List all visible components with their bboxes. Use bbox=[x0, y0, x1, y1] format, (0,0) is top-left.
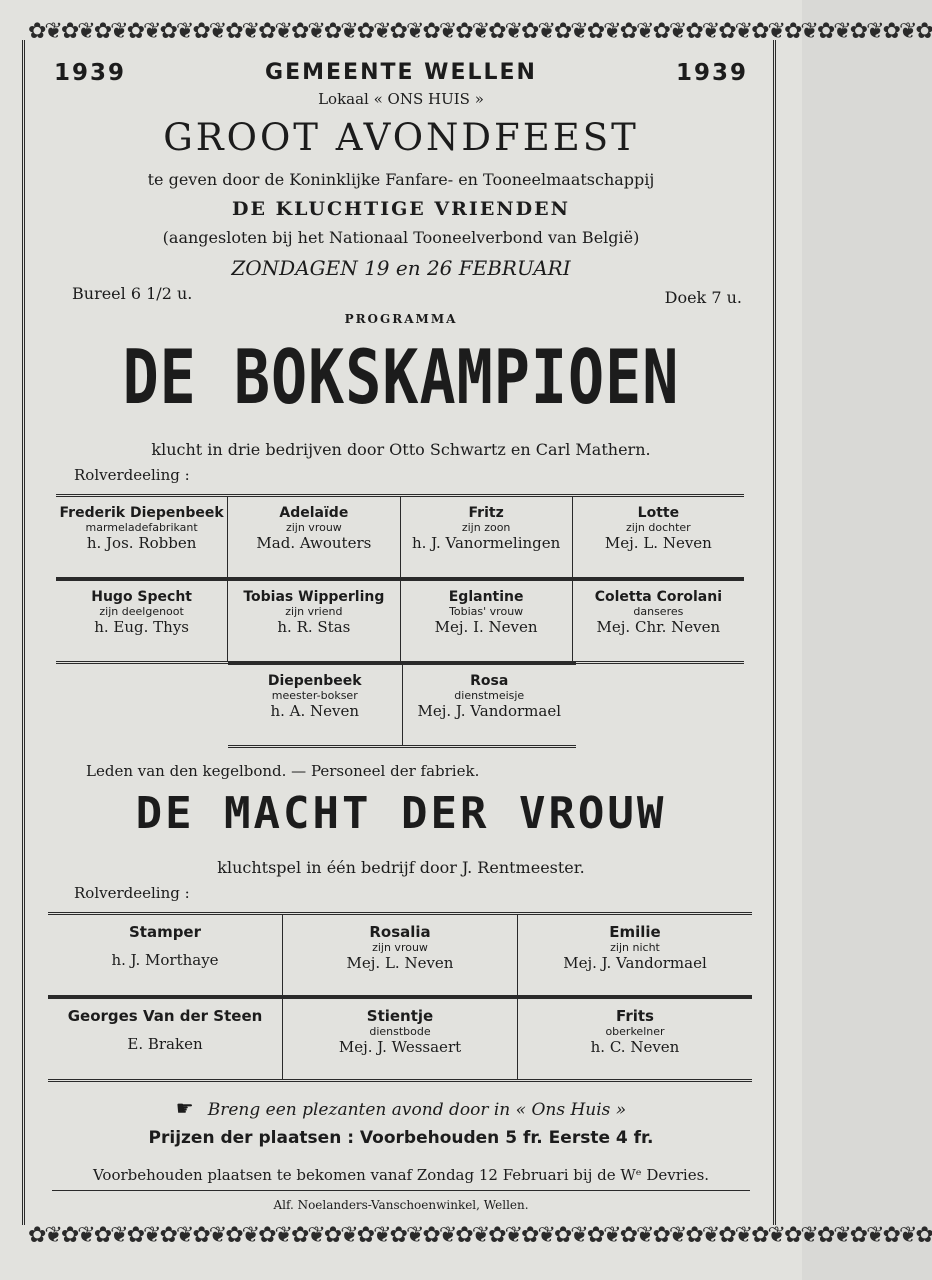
play2-cast-row-1 bbox=[48, 912, 752, 998]
organizer-name: DE KLUCHTIGE VRIENDEN bbox=[232, 198, 570, 220]
character-name: Adelaïde bbox=[279, 505, 349, 521]
character-name: Frits bbox=[616, 1007, 654, 1025]
year-left: 1939 bbox=[54, 60, 127, 86]
year-right: 1939 bbox=[675, 60, 748, 86]
character-name: Emilie bbox=[609, 923, 661, 941]
cast-cell bbox=[56, 581, 228, 661]
character-name: Stamper bbox=[128, 923, 202, 941]
cast-cell bbox=[48, 999, 283, 1079]
character-name: Rosa bbox=[470, 673, 509, 689]
character-role: zijn vrouw bbox=[285, 521, 342, 534]
play1-subtitle: klucht in drie bedrijven door Otto Schwartz en Carl Mathern. bbox=[151, 440, 651, 459]
venue-line: Lokaal « ONS HUIS » bbox=[318, 90, 484, 108]
cast-cell bbox=[403, 665, 577, 745]
character-name: Diepenbeek bbox=[267, 673, 362, 689]
cast-cell bbox=[228, 581, 400, 661]
play1-extras: Leden van den kegelbond. — Personeel der fabriek. bbox=[86, 762, 480, 780]
actor-name: h. Jos. Robben bbox=[86, 534, 197, 552]
character-role: zijn dochter bbox=[626, 521, 691, 534]
cast-cell bbox=[518, 915, 752, 995]
right-border-rule bbox=[773, 40, 780, 1225]
play2-title: DE MACHT DER VROUW bbox=[135, 788, 667, 839]
prices-line: Prijzen der plaatsen : Voorbehouden 5 fr. Eerste 4 fr. bbox=[148, 1128, 654, 1148]
cast-cell bbox=[228, 665, 403, 745]
character-role: meester-bokser bbox=[271, 689, 358, 702]
character-name: Georges Van der Steen bbox=[67, 1007, 263, 1025]
printer-credit: Alf. Noelanders-Vanschoenwinkel, Wellen. bbox=[273, 1198, 529, 1212]
actor-name: h. J. Vanormelingen bbox=[411, 534, 561, 552]
character-role: dienstmeisje bbox=[454, 689, 525, 702]
actor-name: h. A. Neven bbox=[270, 702, 360, 720]
character-role: oberkelner bbox=[605, 1025, 665, 1038]
slogan-line bbox=[42, 1096, 760, 1120]
character-name: Frederik Diepenbeek bbox=[59, 505, 224, 521]
actor-name: Mej. I. Neven bbox=[434, 618, 538, 636]
character-role: zijn vrouw bbox=[372, 941, 428, 954]
actor-name: h. Eug. Thys bbox=[94, 618, 190, 636]
character-role: dienstbode bbox=[369, 1025, 431, 1038]
play1-cast-row-2 bbox=[56, 578, 744, 664]
pointing-hand-icon: ☛ bbox=[175, 1096, 194, 1120]
play2-cast-label: Rolverdeeling : bbox=[74, 884, 190, 902]
cast-cell bbox=[518, 999, 752, 1079]
actor-name: h. C. Neven bbox=[590, 1038, 680, 1056]
character-name: Lotte bbox=[637, 505, 680, 521]
floral-border-top-icon: ✿❦✿❦✿❦✿❦✿❦✿❦✿❦✿❦✿❦✿❦✿❦✿❦✿❦✿❦✿❦✿❦✿❦✿❦✿❦✿❦✿❦✿❦✿❦✿❦✿❦✿❦✿❦✿ bbox=[28, 18, 932, 44]
event-title: GROOT AVONDFEEST bbox=[163, 116, 639, 159]
cast-cell bbox=[48, 915, 283, 995]
play2-subtitle: kluchtspel in één bedrijf door J. Rentmeester. bbox=[217, 858, 585, 877]
cast-cell bbox=[56, 497, 228, 577]
play1-cast-row-1 bbox=[56, 494, 744, 580]
character-name: Tobias Wipperling bbox=[243, 589, 385, 605]
slogan-text: Breng een plezanten avond door in « Ons Huis » bbox=[207, 1100, 627, 1120]
actor-name: Mad. Awouters bbox=[256, 534, 372, 552]
curtain-time: Doek 7 u. bbox=[664, 288, 742, 307]
cast-cell bbox=[573, 497, 744, 577]
poster-content bbox=[42, 46, 760, 1226]
actor-name: Mej. J. Wessaert bbox=[338, 1038, 462, 1056]
municipality-heading: GEMEENTE WELLEN bbox=[265, 60, 537, 85]
actor-name: Mej. J. Vandormael bbox=[417, 702, 561, 720]
bureau-time: Bureel 6 1/2 u. bbox=[72, 284, 193, 303]
character-name: Stientje bbox=[366, 1007, 434, 1025]
play2-cast-row-2 bbox=[48, 996, 752, 1082]
character-role: zijn vriend bbox=[285, 605, 343, 618]
cast-cell bbox=[401, 581, 573, 661]
actor-name: Mej. J. Vandormael bbox=[563, 954, 707, 972]
actor-name: h. R. Stas bbox=[277, 618, 351, 636]
programme-heading: PROGRAMMA bbox=[344, 312, 458, 326]
affiliation-line: (aangesloten bij het Nationaal Tooneelverbond van België) bbox=[162, 228, 640, 247]
reservations-line: Voorbehouden plaatsen te bekomen vanaf Zondag 12 Februari bij de Wᵉ Devries. bbox=[92, 1166, 710, 1184]
cast-cell bbox=[283, 915, 518, 995]
character-role: danseres bbox=[633, 605, 684, 618]
organizer-intro: te geven door de Koninklijke Fanfare- en Tooneelmaatschappij bbox=[147, 170, 655, 189]
character-role: zijn nicht bbox=[610, 941, 660, 954]
play1-cast-row-3 bbox=[228, 662, 576, 748]
character-role: Tobias' vrouw bbox=[449, 605, 524, 618]
character-name: Hugo Specht bbox=[91, 589, 192, 605]
actor-name: Mej. L. Neven bbox=[604, 534, 712, 552]
play1-cast-label: Rolverdeeling : bbox=[74, 466, 190, 484]
cast-cell bbox=[283, 999, 518, 1079]
floral-border-bottom-icon: ✿❦✿❦✿❦✿❦✿❦✿❦✿❦✿❦✿❦✿❦✿❦✿❦✿❦✿❦✿❦✿❦✿❦✿❦✿❦✿❦✿❦✿❦✿❦✿❦✿❦✿❦✿❦✿ bbox=[28, 1222, 932, 1248]
character-name: Fritz bbox=[468, 505, 504, 521]
actor-name: Mej. Chr. Neven bbox=[596, 618, 721, 636]
cast-cell bbox=[228, 497, 400, 577]
character-name: Coletta Corolani bbox=[594, 589, 723, 605]
actor-name: Mej. L. Neven bbox=[346, 954, 454, 972]
cast-cell bbox=[401, 497, 573, 577]
cast-cell bbox=[573, 581, 744, 661]
actor-name: h. J. Morthaye bbox=[111, 951, 219, 969]
play1-title: DE BOKSKAMPIOEN bbox=[122, 334, 680, 422]
character-role: marmeladefabrikant bbox=[85, 521, 198, 534]
dates-line: ZONDAGEN 19 en 26 FEBRUARI bbox=[231, 256, 571, 280]
character-name: Rosalia bbox=[369, 923, 431, 941]
character-role: zijn deelgenoot bbox=[99, 605, 184, 618]
character-role: zijn zoon bbox=[461, 521, 511, 534]
character-name: Eglantine bbox=[448, 589, 524, 605]
printer-divider bbox=[52, 1190, 750, 1191]
left-border-rule bbox=[22, 40, 29, 1225]
actor-name: E. Braken bbox=[127, 1035, 203, 1053]
